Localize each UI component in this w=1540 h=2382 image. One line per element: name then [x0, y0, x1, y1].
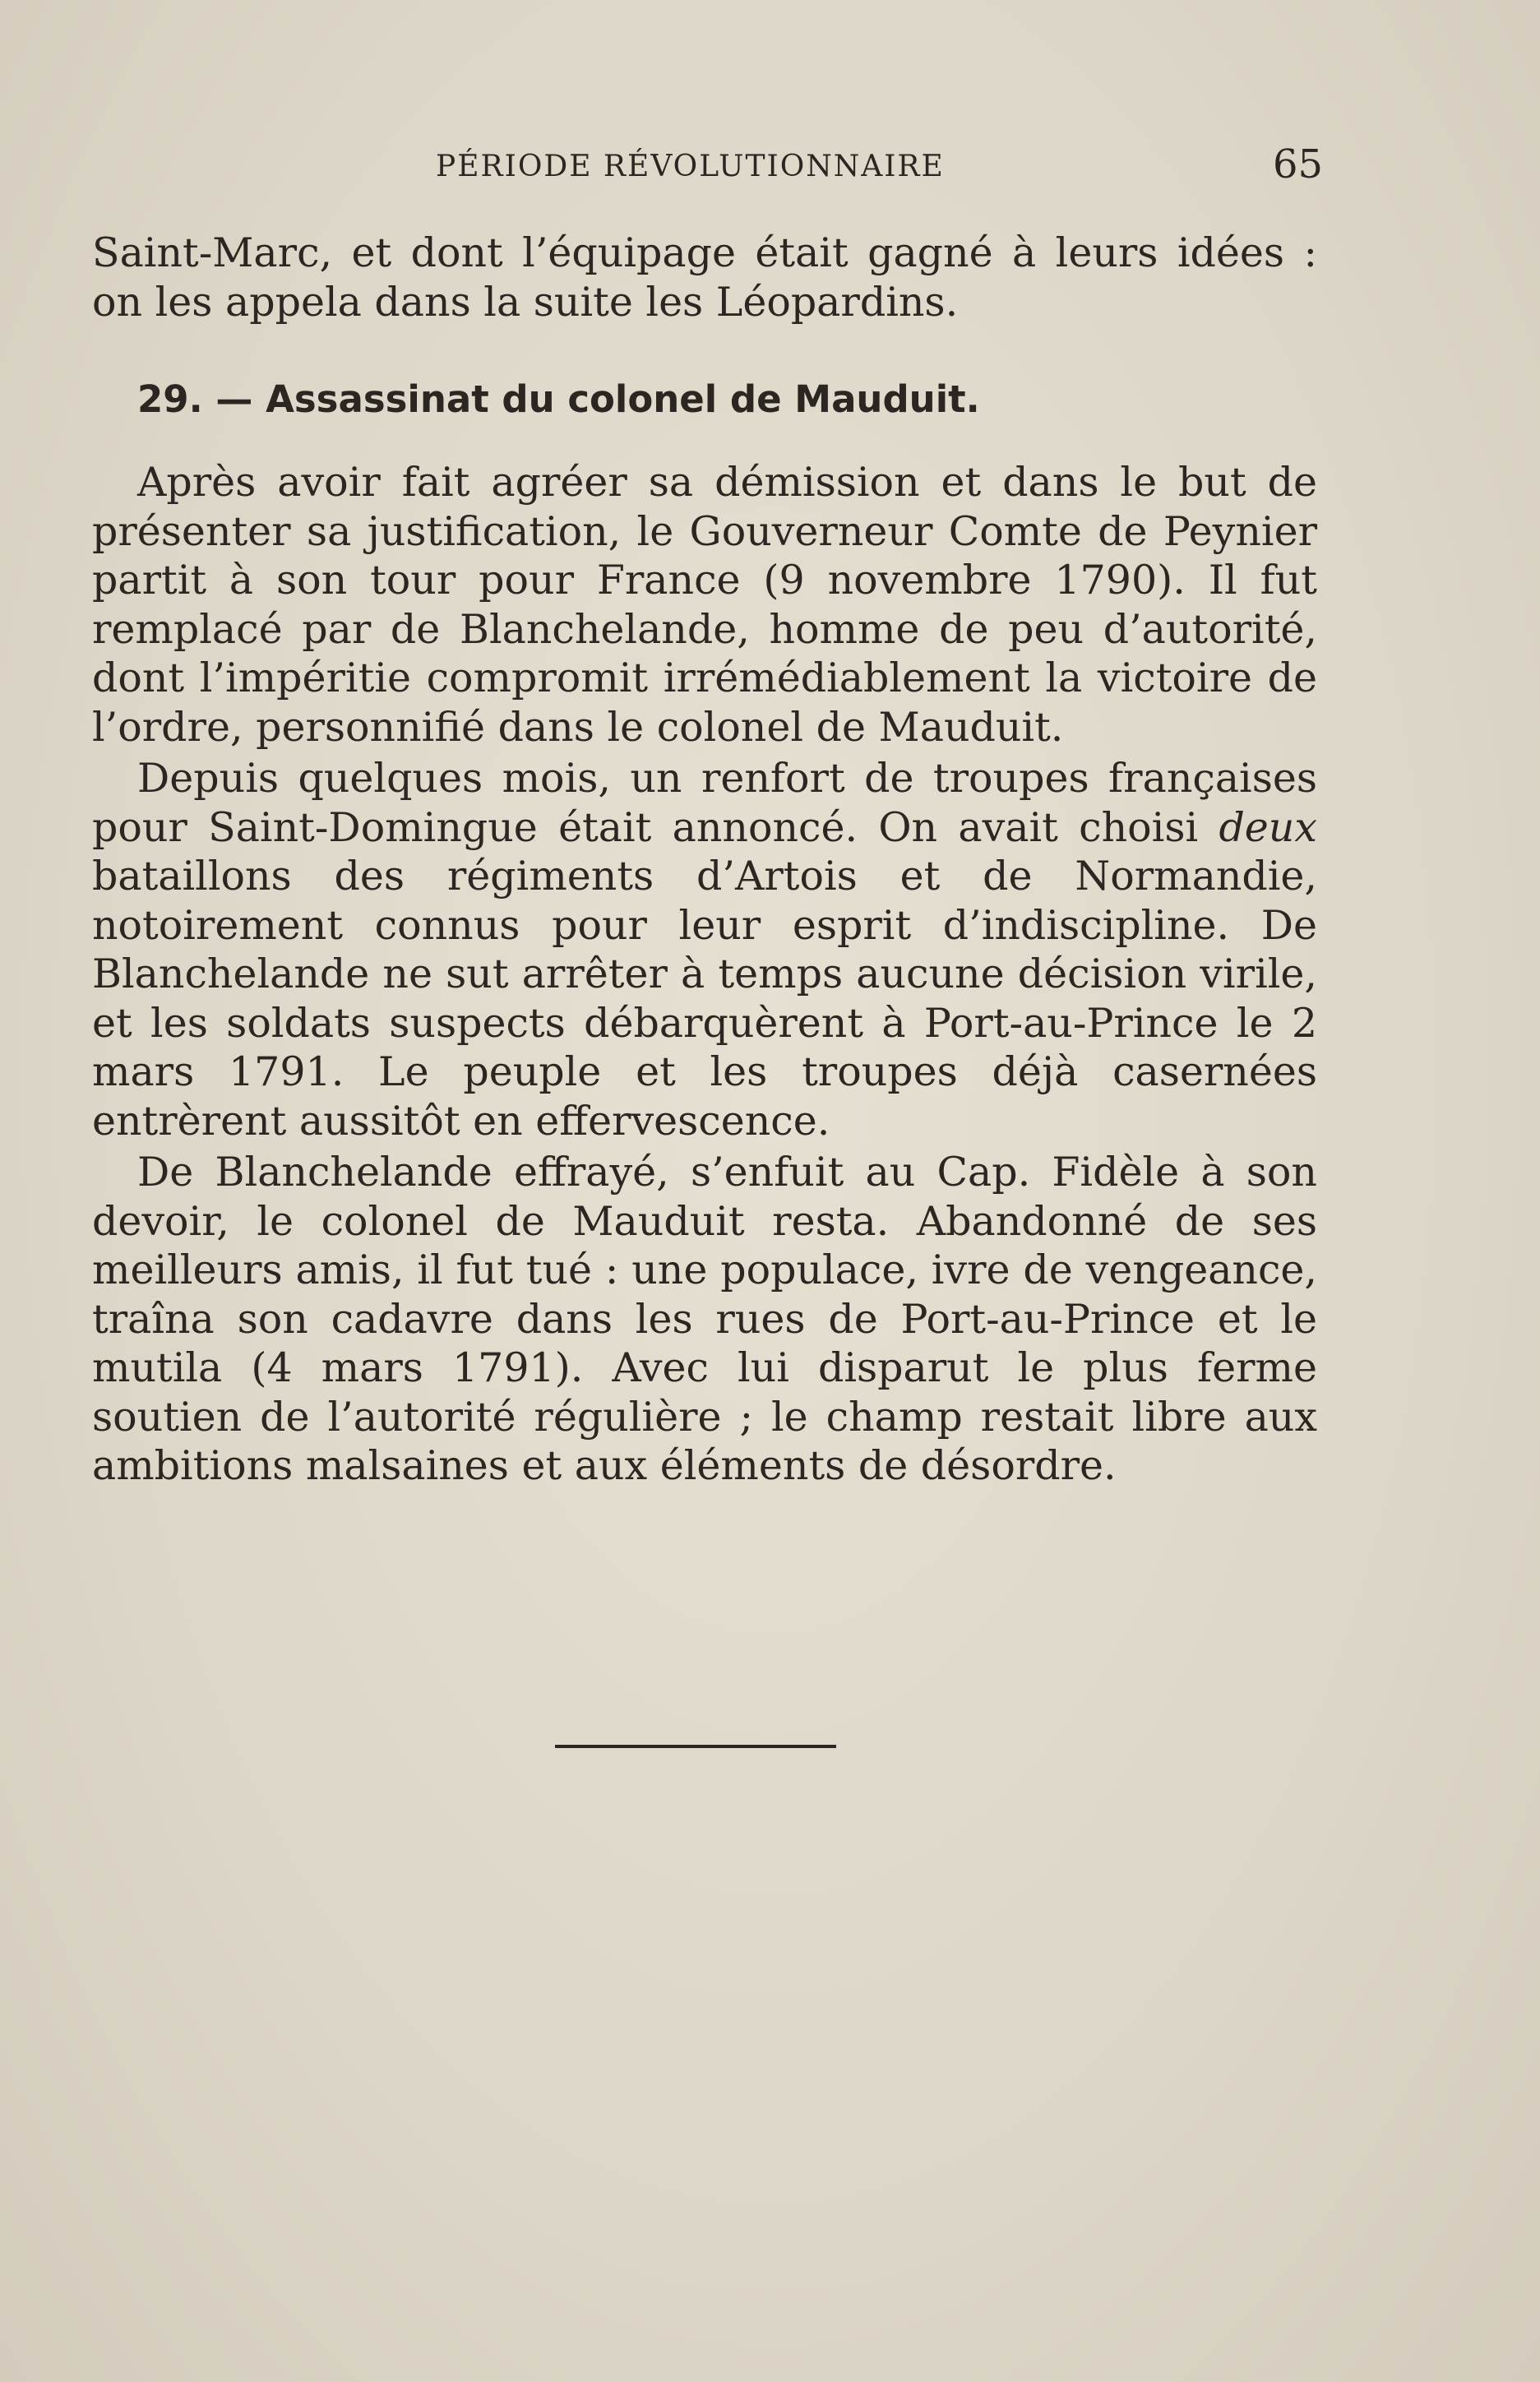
- paragraph-renfort-part-2: bataillons des régiments d’Artois et de Normandie, notoirement connus pour leur esprit d’indiscipline. De Blanchelande ne sut arrêter à temps aucune décision virile, et les soldats suspects débarquèrent à Port-au-Prince le 2 mars 1791. Le peuple et les troupes déjà casernées entrèrent aussitôt en effervescence.: [92, 853, 1317, 1145]
- continued-paragraph-line-1: Saint-Marc, et dont l’équipage était gagné à leurs idées :: [92, 229, 1317, 276]
- section-number: 29.: [137, 377, 203, 421]
- paragraph-renfort-part-1: Depuis quelques mois, un renfort de troupes françaises pour Saint-Domingue était annoncé. On avait choisi: [92, 755, 1317, 851]
- paragraph-renfort: [92, 754, 1317, 1145]
- running-head: [0, 141, 1540, 191]
- paragraph-peynier: Après avoir fait agréer sa démission et dans le but de présenter sa justification, le Gouverneur Comte de Peynier partit à son tour pour France (9 novembre 1790). Il fut remplacé par de Blanchelande, homme de peu d’autorité, dont l’impéritie compromit irrémédiablement la victoire de l’ordre, personnifié dans le colonel de Mauduit.: [92, 459, 1317, 751]
- section-title: Assassinat du colonel de Mauduit.: [266, 377, 980, 421]
- end-rule: [555, 1745, 836, 1748]
- body-text: [92, 229, 1317, 1491]
- running-title: PÉRIODE RÉVOLUTIONNAIRE: [436, 150, 945, 183]
- section-dash: —: [215, 377, 253, 421]
- continued-paragraph-line-2: on les appela dans la suite les Léopardins.: [92, 278, 959, 326]
- paragraph-mauduit: De Blanchelande effrayé, s’enfuit au Cap. Fidèle à son devoir, le colonel de Mauduit resta. Abandonné de ses meilleurs amis, il fut tué : une populace, ivre de vengeance, traîna son cadavre dans les rues de Port-au-Prince et le mutila (4 mars 1791). Avec lui disparut le plus ferme soutien de l’autorité régulière ; le champ restait libre aux ambitions malsaines et aux éléments de désordre.: [92, 1149, 1317, 1489]
- page-number: 65: [1273, 141, 1324, 187]
- emphasis-deux: deux: [1219, 803, 1317, 851]
- section-heading: [92, 377, 1317, 422]
